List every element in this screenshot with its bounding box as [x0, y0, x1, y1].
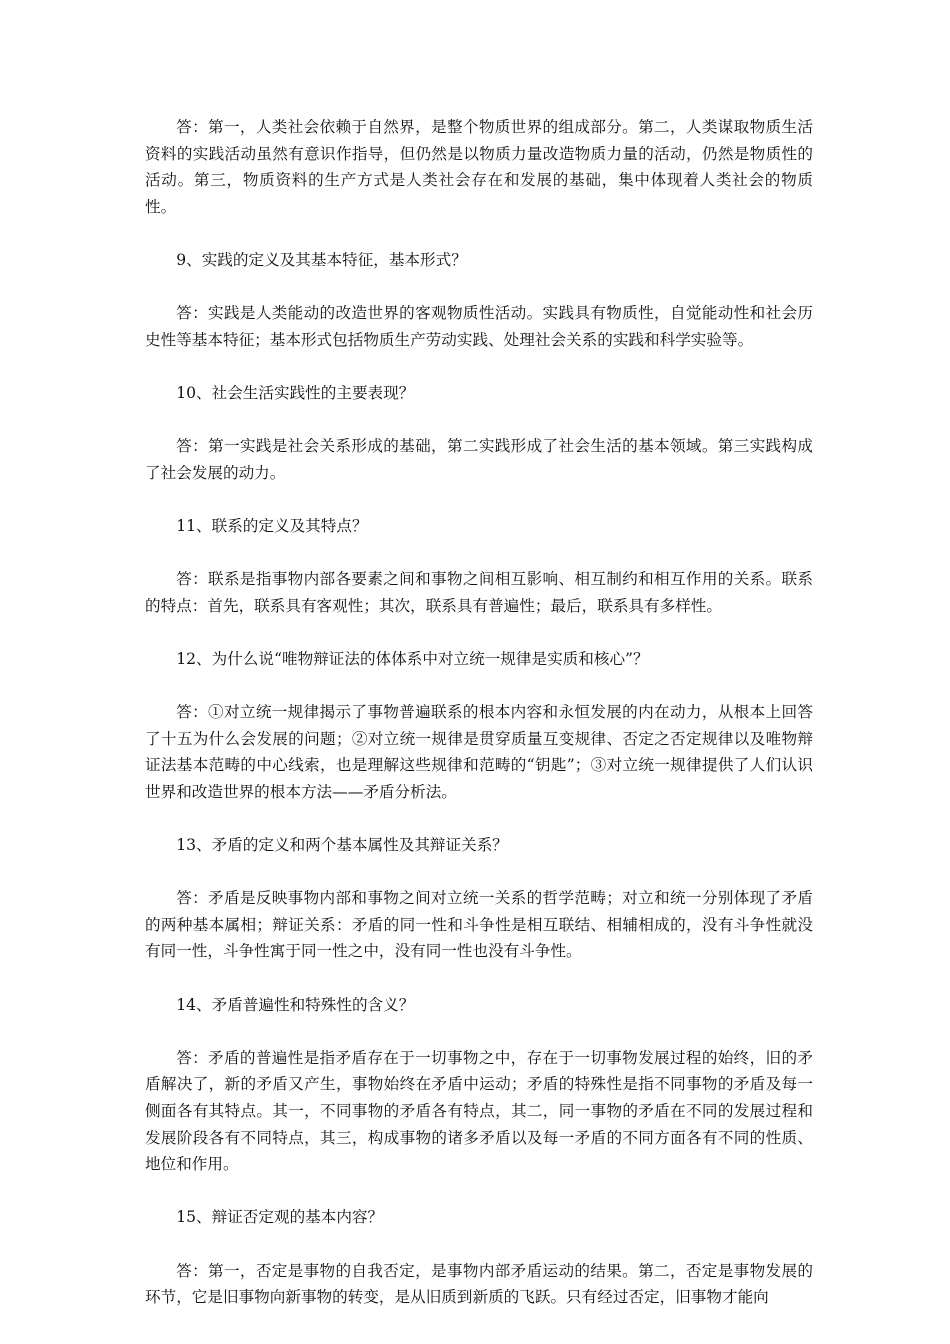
paragraph-gap: [145, 274, 813, 301]
paragraph-gap: [145, 540, 813, 567]
question-heading: 13、矛盾的定义和两个基本属性及其辩证关系？: [176, 836, 508, 855]
paragraph-gap: [145, 353, 813, 380]
question-heading: 9、实践的定义及其基本特征，基本形式？: [176, 250, 467, 269]
paragraph-gap: [145, 407, 813, 434]
paragraph-gap: [145, 1018, 813, 1045]
answer-paragraph: 答：实践是人类能动的改造世界的客观物质性活动。实践具有物质性，自觉能动性和社会历史性等基本特征；基本形式包括物质生产劳动实践、处理社会关系的实践和科学实验等。: [145, 304, 813, 349]
paragraph-gap: [145, 1231, 813, 1258]
answer-paragraph: 答：矛盾的普遍性是指矛盾存在于一切事物之中，存在于一切事物发展过程的始终，旧的矛盾解决了，新的矛盾又产生，事物始终在矛盾中运动；矛盾的特殊性是指不同事物的矛盾及每一侧面各有其特点。其一，不同事物的矛盾各有特点，其二，同一事物的矛盾在不同的发展过程和发展阶段各有不同特点，其三，构成事物的诸多矛盾以及每一矛盾的不同方面各有不同的性质、地位和作用。: [145, 1048, 813, 1174]
question-heading: 14、矛盾普遍性和特殊性的含义？: [176, 995, 415, 1014]
document-page: [145, 114, 813, 1311]
paragraph-gap: [145, 859, 813, 886]
answer-paragraph: 答：第一实践是社会关系形成的基础，第二实践形成了社会生活的基本领域。第三实践构成了社会发展的动力。: [145, 437, 813, 482]
answer-paragraph: 答：联系是指事物内部各要素之间和事物之间相互影响、相互制约和相互作用的关系。联系的特点：首先，联系具有客观性；其次，联系具有普遍性；最后，联系具有多样性。: [145, 570, 813, 615]
question-heading: 15、辩证否定观的基本内容？: [176, 1208, 384, 1227]
answer-paragraph: 答：第一，人类社会依赖于自然界，是整个物质世界的组成部分。第二，人类谋取物质生活资料的实践活动虽然有意识作指导，但仍然是以物质力量改造物质力量的活动，仍然是物质性的活动。第三，物质资料的生产方式是人类社会存在和发展的基础，集中体现着人类社会的物质性。: [145, 118, 813, 216]
paragraph-gap: [145, 220, 813, 247]
answer-paragraph: 答：第一，否定是事物的自我否定，是事物内部矛盾运动的结果。第二，否定是事物发展的环节，它是旧事物向新事物的转变，是从旧质到新质的飞跃。只有经过否定，旧事物才能向: [145, 1261, 813, 1307]
paragraph-gap: [145, 619, 813, 646]
answer-paragraph: 答：①对立统一规律揭示了事物普遍联系的根本内容和永恒发展的内在动力，从根本上回答了十五为什么会发展的问题；②对立统一规律是贯穿质量互变规律、否定之否定规律以及唯物辩证法基本范畴的中心线索，也是理解这些规律和范畴的“钥匙”；③对立统一规律提供了人们认识世界和改造世界的根本方法——矛盾分析法。: [145, 703, 813, 801]
paragraph-gap: [145, 486, 813, 513]
paragraph-gap: [145, 672, 813, 699]
question-heading: 10、社会生活实践性的主要表现？: [176, 383, 415, 402]
paragraph-gap: [145, 1178, 813, 1205]
answer-paragraph: 答：矛盾是反映事物内部和事物之间对立统一关系的哲学范畴；对立和统一分别体现了矛盾的两种基本属相；辩证关系：矛盾的同一性和斗争性是相互联结、相辅相成的，没有斗争性就没有同一性，斗争性寓于同一性之中，没有同一性也没有斗争性。: [145, 889, 813, 961]
question-heading: 12、为什么说“唯物辩证法的体体系中对立统一规律是实质和核心”？: [176, 649, 649, 668]
paragraph-gap: [145, 965, 813, 992]
question-heading: 11、联系的定义及其特点？: [176, 516, 368, 535]
paragraph-gap: [145, 805, 813, 832]
